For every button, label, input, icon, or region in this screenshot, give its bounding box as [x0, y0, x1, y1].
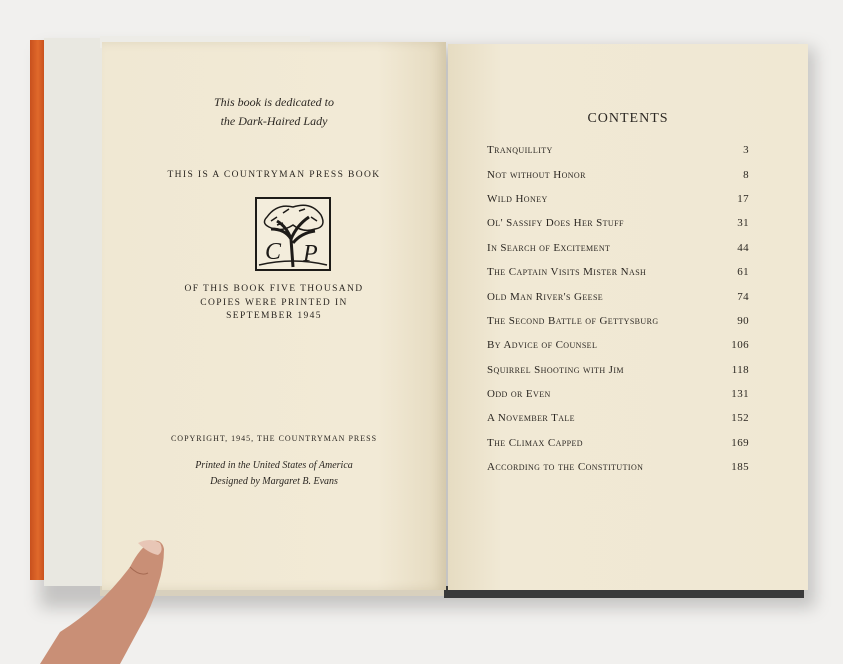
toc-entry — [487, 211, 749, 235]
svg-text:P: P — [303, 241, 318, 267]
edition-line-1: OF THIS BOOK FIVE THOUSAND — [184, 284, 364, 294]
toc-entry-title: Odd or Even — [487, 388, 551, 401]
toc-entry — [487, 382, 749, 406]
hand — [40, 537, 170, 664]
toc-entry-page: 131 — [731, 388, 749, 401]
toc-entry — [487, 236, 749, 260]
toc-entry — [487, 406, 749, 430]
toc-entry-title: By Advice of Counsel — [487, 339, 598, 352]
toc-entry — [487, 138, 749, 162]
toc-entry — [487, 187, 749, 211]
toc-entry — [487, 358, 749, 382]
publisher-line: THIS IS A COUNTRYMAN PRESS BOOK — [167, 170, 381, 180]
dust-jacket-flap — [44, 38, 107, 586]
toc-entry — [487, 333, 749, 357]
toc-entry-page: 90 — [737, 314, 749, 327]
toc-entry-page: 17 — [737, 192, 749, 205]
toc-entry — [487, 260, 749, 284]
toc-entry-page: 3 — [743, 144, 749, 157]
toc-entry-page: 31 — [737, 217, 749, 230]
copyright-line: COPYRIGHT, 1945, THE COUNTRYMAN PRESS — [170, 434, 378, 443]
toc-entry-page: 61 — [737, 266, 749, 279]
toc-entry-title: Squirrel Shooting with Jim — [487, 363, 624, 376]
toc-entry-page: 169 — [731, 436, 749, 449]
tree-colophon-icon — [255, 197, 331, 271]
dedication-line-2: the Dark-Haired Lady — [220, 114, 328, 128]
toc-entry-title: Old Man River's Geese — [487, 290, 604, 303]
edition-line-3: SEPTEMBER 1945 — [226, 311, 322, 321]
toc-entry-title: According to the Constitution — [487, 461, 644, 474]
toc-entry-page: 44 — [737, 241, 749, 254]
toc-entry-title: Wild Honey — [487, 192, 548, 205]
toc-entry — [487, 284, 749, 308]
dedication-line-1: This book is dedicated to — [214, 95, 334, 109]
toc-entry-title: In Search of Excitement — [487, 241, 611, 254]
toc-entry-title: Tranquillity — [487, 144, 553, 157]
toc-entry-page: 152 — [731, 412, 749, 425]
toc-entry-page: 118 — [731, 363, 749, 376]
toc-entry-title: The Climax Capped — [487, 436, 583, 449]
toc-entry-page: 106 — [731, 339, 749, 352]
toc-entry-title: Not without Honor — [487, 168, 586, 181]
toc-entry-page: 8 — [743, 168, 749, 181]
edition-line-2: COPIES WERE PRINTED IN — [200, 298, 348, 308]
toc-entry — [487, 309, 749, 333]
toc-entry — [487, 162, 749, 186]
toc-entry — [487, 431, 749, 455]
toc-entry-title: Ol' Sassify Does Her Stuff — [487, 217, 624, 230]
toc-entry — [487, 455, 749, 479]
contents-title: CONTENTS — [587, 111, 669, 126]
svg-text:C: C — [265, 239, 282, 265]
toc-entry-title: A November Tale — [487, 412, 575, 425]
table-of-contents — [487, 138, 749, 479]
designer-line: Designed by Margaret B. Evans — [210, 476, 338, 487]
printed-in-line: Printed in the United States of America — [195, 460, 353, 471]
toc-entry-page: 185 — [731, 461, 749, 474]
toc-entry-title: The Second Battle of Gettysburg — [487, 314, 659, 327]
toc-entry-page: 74 — [737, 290, 749, 303]
toc-entry-title: The Captain Visits Mister Nash — [487, 266, 647, 279]
